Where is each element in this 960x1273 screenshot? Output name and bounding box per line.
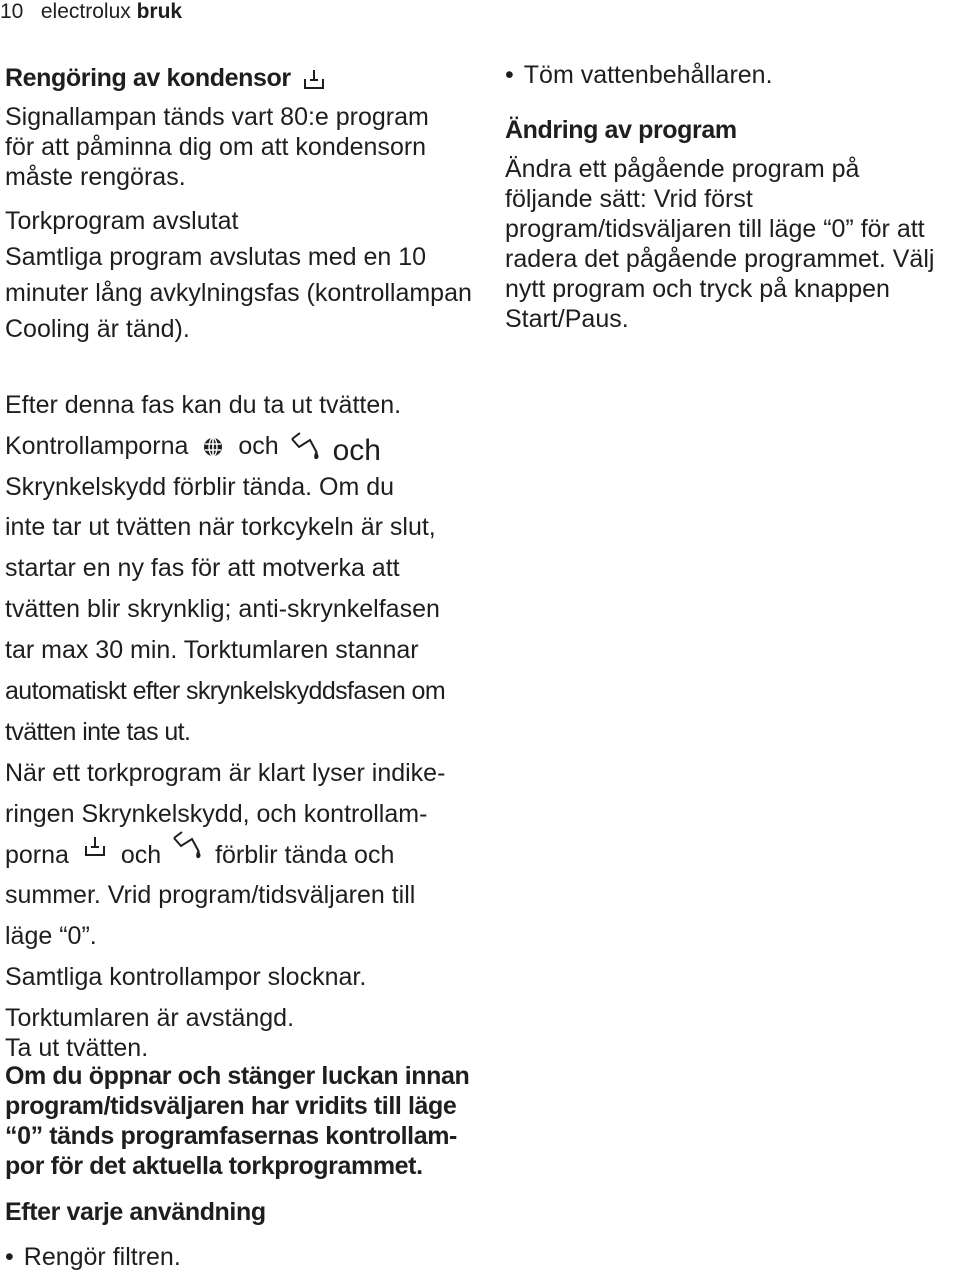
section-name: bruk: [136, 0, 183, 23]
body-line-11: ringen Skrynkelskydd, och kontrollam-: [5, 800, 428, 828]
change-text-3: program/tidsväljaren till läge “0” för att: [505, 215, 925, 243]
program-end-text-3: Cooling är tänd).: [5, 315, 190, 343]
anti-crease-icon: [172, 830, 204, 862]
page-number: 10: [0, 0, 24, 23]
change-text-6: Start/Paus.: [505, 305, 629, 333]
condenser-text-1: Signallampan tänds vart 80:e program: [5, 103, 429, 131]
body-line-4: inte tar ut tvätten när torkcykeln är slut,: [5, 513, 436, 541]
warning-line-3: “0” tänds programfasernas kontrollam-: [5, 1122, 457, 1150]
body2-line-3: Samtliga kontrollampor slocknar.: [5, 963, 367, 991]
change-program-heading: Ändring av program: [505, 116, 737, 144]
warning-line-2: program/tidsväljaren har vridits till läge: [5, 1092, 457, 1120]
body-line-7: tar max 30 min. Torktumlaren stannar: [5, 636, 419, 664]
warning-line-1: Om du öppnar och stänger luckan innan: [5, 1062, 470, 1090]
body-line-6: tvätten blir skrynklig; anti-skrynkelfasen: [5, 595, 440, 623]
condenser-icon: [303, 67, 325, 91]
take-out-line: Ta ut tvätten.: [5, 1034, 149, 1062]
anti-crease-icon: [290, 431, 322, 463]
empty-water-bullet: • Töm vattenbehållaren.: [505, 60, 773, 90]
after-use-heading: Efter varje användning: [5, 1198, 266, 1226]
body2-line-1: summer. Vrid program/tidsväljaren till: [5, 881, 416, 909]
change-text-2: följande sätt: Vrid först: [505, 185, 753, 213]
porna-line: porna och förblir tända och: [5, 834, 394, 866]
body2-line-4: Torktumlaren är avstängd.: [5, 1004, 295, 1032]
body-line-8: automatiskt efter skrynkelskyddsfasen om: [5, 677, 446, 705]
condenser-icon: [84, 834, 106, 858]
page-header: [0, 0, 182, 24]
program-end-heading: Torkprogram avslutat: [5, 207, 239, 235]
change-text-4: radera det pågående programmet. Välj: [505, 245, 935, 273]
body-line-1: Efter denna fas kan du ta ut tvätten.: [5, 391, 402, 419]
program-end-text-1: Samtliga program avslutas med en 10: [5, 243, 427, 271]
condenser-heading: Rengöring av kondensor: [5, 64, 325, 93]
change-text-5: nytt program och tryck på knappen: [505, 275, 890, 303]
change-text-1: Ändra ett pågående program på: [505, 155, 860, 183]
globe-drying-icon: [201, 435, 225, 459]
program-end-text-2: minuter lång avkylningsfas (kontrollampan: [5, 279, 472, 307]
warning-line-4: por för det aktuella torkprogrammet.: [5, 1152, 423, 1180]
condenser-text-2: för att påminna dig om att kondensorn: [5, 133, 427, 161]
after-use-bullet: • Rengör filtren.: [5, 1242, 181, 1272]
body-line-10: När ett torkprogram är klart lyser indike-: [5, 759, 446, 787]
condenser-text-3: måste rengöras.: [5, 163, 186, 191]
body-line-9: tvätten inte tas ut.: [5, 718, 191, 746]
body-line-5: startar en ny fas för att motverka att: [5, 554, 400, 582]
brand-name: electrolux: [40, 0, 131, 23]
body2-line-2: läge “0”.: [5, 922, 97, 950]
indicator-line: Kontrollamporna och och: [5, 432, 381, 467]
body-line-3: Skrynkelskydd förblir tända. Om du: [5, 473, 395, 501]
